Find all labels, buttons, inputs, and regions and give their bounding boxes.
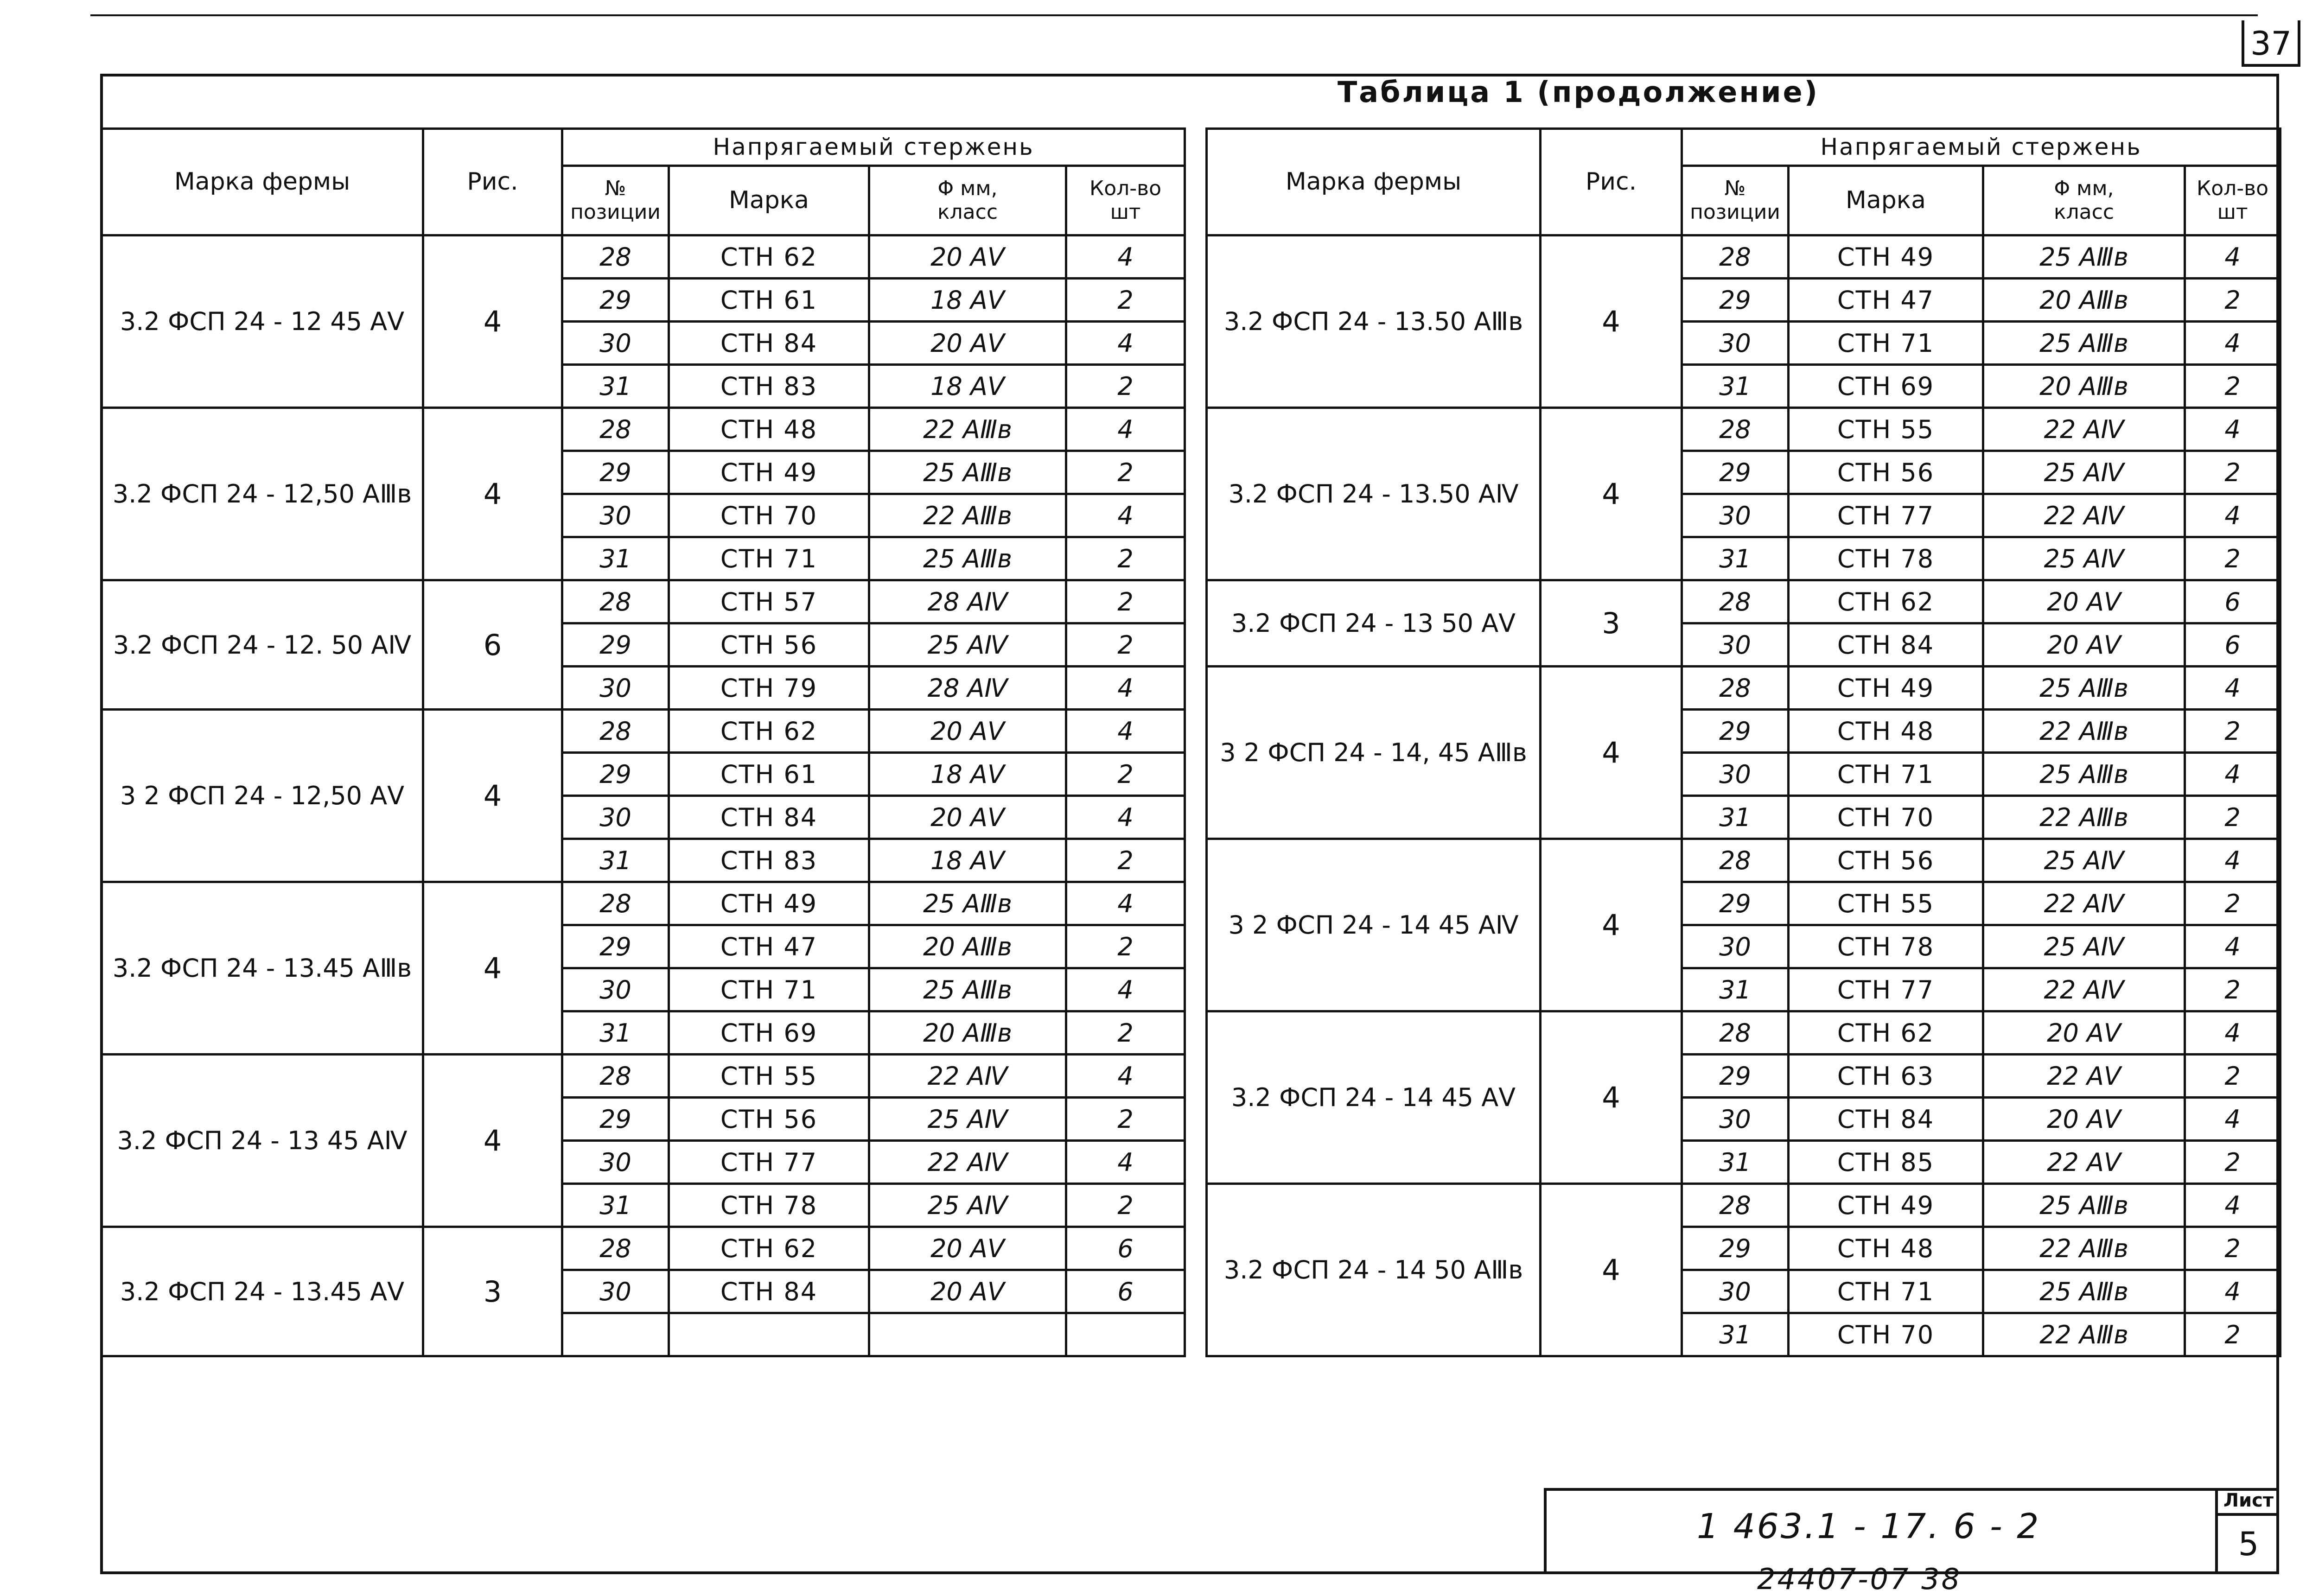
position-cell: 29 xyxy=(1682,1227,1789,1270)
position-cell: 28 xyxy=(1682,667,1789,710)
right-spec-table xyxy=(1205,127,2281,1357)
quantity-cell: 2 xyxy=(1066,1011,1185,1055)
rod-mark-cell: СТН 83 xyxy=(669,365,869,408)
position-cell: 29 xyxy=(562,451,669,494)
quantity-cell: 4 xyxy=(2185,925,2281,968)
rod-mark-cell: СТН 85 xyxy=(1789,1141,1983,1184)
left-spec-table xyxy=(100,127,1186,1357)
rod-mark-cell: СТН 63 xyxy=(1789,1055,1983,1098)
quantity-cell: 4 xyxy=(1066,235,1185,279)
rod-mark-cell: СТН 47 xyxy=(669,925,869,968)
diameter-class-cell: 28 АⅣ xyxy=(869,667,1066,710)
figure-number: 4 xyxy=(423,235,562,408)
diameter-class-cell: 20 АⅤ xyxy=(869,1227,1066,1270)
rod-mark-cell: СТН 84 xyxy=(1789,623,1983,667)
rod-mark-cell: СТН 62 xyxy=(1789,1011,1983,1055)
table-row xyxy=(102,235,1185,279)
quantity-cell: 4 xyxy=(2185,839,2281,882)
position-cell: 28 xyxy=(1682,235,1789,279)
rod-mark-cell: СТН 69 xyxy=(1789,365,1983,408)
diameter-class-cell: 25 АⅢв xyxy=(1983,1184,2185,1227)
position-cell: 31 xyxy=(562,839,669,882)
diameter-class-cell: 22 АⅤ xyxy=(1983,1055,2185,1098)
diameter-class-cell: 22 АⅢв xyxy=(1983,796,2185,839)
diameter-class-cell: 28 АⅣ xyxy=(869,580,1066,623)
position-cell: 28 xyxy=(562,882,669,925)
position-cell: 31 xyxy=(1682,968,1789,1011)
quantity-cell: 2 xyxy=(2185,796,2281,839)
header-group: Напрягаемый стержень xyxy=(1682,129,2281,166)
position-cell: 31 xyxy=(562,537,669,580)
rod-mark-cell: СТН 79 xyxy=(669,667,869,710)
quantity-cell: 4 xyxy=(2185,494,2281,537)
rod-mark-cell: СТН 62 xyxy=(1789,580,1983,623)
quantity-cell: 2 xyxy=(1066,753,1185,796)
position-cell: 30 xyxy=(562,667,669,710)
diameter-class-cell: 22 АⅢв xyxy=(869,494,1066,537)
diameter-class-cell: 22 АⅢв xyxy=(1983,1227,2185,1270)
rod-mark-cell: СТН 56 xyxy=(1789,839,1983,882)
diameter-class-cell: 25 АⅣ xyxy=(1983,839,2185,882)
position-cell: 30 xyxy=(1682,1270,1789,1313)
position-cell: 30 xyxy=(1682,1098,1789,1141)
position-cell: 30 xyxy=(1682,925,1789,968)
truss-mark: 3 2 ФСП 24 - 14, 45 АⅢв xyxy=(1207,667,1541,839)
position-cell: 28 xyxy=(562,1055,669,1098)
quantity-cell: 4 xyxy=(2185,1011,2281,1055)
truss-mark: 3.2 ФСП 24 - 13.45 АⅢв xyxy=(102,882,423,1055)
position-cell xyxy=(562,1313,669,1356)
diameter-class-cell: 25 АⅢв xyxy=(869,537,1066,580)
rod-mark-cell: СТН 84 xyxy=(669,1270,869,1313)
archive-number: 24407-07 38 xyxy=(1757,1562,1962,1596)
header-pos: № позиции xyxy=(562,166,669,235)
rod-mark-cell: СТН 48 xyxy=(1789,1227,1983,1270)
quantity-cell: 2 xyxy=(1066,365,1185,408)
position-cell: 29 xyxy=(562,925,669,968)
position-cell: 30 xyxy=(1682,623,1789,667)
rod-mark-cell xyxy=(669,1313,869,1356)
position-cell: 31 xyxy=(1682,1313,1789,1356)
truss-mark: 3.2 ФСП 24 - 13.45 АⅤ xyxy=(102,1227,423,1356)
diameter-class-cell: 22 АⅣ xyxy=(1983,408,2185,451)
rod-mark-cell: СТН 49 xyxy=(1789,667,1983,710)
figure-number: 4 xyxy=(1541,667,1682,839)
diameter-class-cell: 20 АⅢв xyxy=(869,925,1066,968)
diameter-class-cell: 25 АⅣ xyxy=(869,1184,1066,1227)
position-cell: 30 xyxy=(1682,753,1789,796)
position-cell: 31 xyxy=(1682,365,1789,408)
quantity-cell: 2 xyxy=(2185,882,2281,925)
position-cell: 28 xyxy=(562,710,669,753)
rod-mark-cell: СТН 83 xyxy=(669,839,869,882)
quantity-cell: 6 xyxy=(1066,1270,1185,1313)
diameter-class-cell: 22 АⅣ xyxy=(1983,494,2185,537)
position-cell: 29 xyxy=(562,623,669,667)
rod-mark-cell: СТН 56 xyxy=(669,1098,869,1141)
diameter-class-cell: 20 АⅤ xyxy=(1983,623,2185,667)
quantity-cell: 2 xyxy=(1066,537,1185,580)
rod-mark-cell: СТН 62 xyxy=(669,1227,869,1270)
position-cell: 28 xyxy=(1682,1184,1789,1227)
position-cell: 30 xyxy=(1682,322,1789,365)
diameter-class-cell: 25 АⅢв xyxy=(1983,753,2185,796)
figure-number: 4 xyxy=(1541,235,1682,408)
figure-number: 4 xyxy=(423,1055,562,1227)
diameter-class-cell: 18 АⅤ xyxy=(869,839,1066,882)
rod-mark-cell: СТН 49 xyxy=(1789,1184,1983,1227)
quantity-cell: 4 xyxy=(2185,322,2281,365)
quantity-cell: 6 xyxy=(1066,1227,1185,1270)
diameter-class-cell: 22 АⅤ xyxy=(1983,1141,2185,1184)
figure-number: 4 xyxy=(423,710,562,882)
rod-mark-cell: СТН 71 xyxy=(1789,753,1983,796)
position-cell: 28 xyxy=(562,235,669,279)
table-row xyxy=(1207,667,2281,710)
header-mark: Марка фермы xyxy=(1207,129,1541,235)
quantity-cell: 4 xyxy=(2185,667,2281,710)
diameter-class-cell: 22 АⅣ xyxy=(1983,882,2185,925)
quantity-cell: 6 xyxy=(2185,580,2281,623)
rod-mark-cell: СТН 77 xyxy=(1789,494,1983,537)
quantity-cell: 2 xyxy=(2185,1227,2281,1270)
quantity-cell: 4 xyxy=(2185,408,2281,451)
quantity-cell: 2 xyxy=(1066,1098,1185,1141)
quantity-cell: 2 xyxy=(2185,279,2281,322)
quantity-cell: 6 xyxy=(2185,623,2281,667)
rod-mark-cell: СТН 49 xyxy=(1789,235,1983,279)
rod-mark-cell: СТН 62 xyxy=(669,710,869,753)
diameter-class-cell: 25 АⅣ xyxy=(1983,537,2185,580)
diameter-class-cell: 22 АⅣ xyxy=(869,1055,1066,1098)
rod-mark-cell: СТН 56 xyxy=(1789,451,1983,494)
diameter-class-cell: 18 АⅤ xyxy=(869,753,1066,796)
position-cell: 31 xyxy=(1682,537,1789,580)
position-cell: 30 xyxy=(562,1270,669,1313)
table-row xyxy=(102,1055,1185,1098)
quantity-cell: 2 xyxy=(1066,1184,1185,1227)
rod-mark-cell: СТН 84 xyxy=(1789,1098,1983,1141)
diameter-class-cell: 25 АⅣ xyxy=(1983,925,2185,968)
sheet-label: Лист xyxy=(2215,1488,2279,1516)
rod-mark-cell: СТН 48 xyxy=(669,408,869,451)
rod-mark-cell: СТН 47 xyxy=(1789,279,1983,322)
position-cell: 28 xyxy=(1682,408,1789,451)
quantity-cell: 4 xyxy=(1066,710,1185,753)
quantity-cell: 2 xyxy=(1066,580,1185,623)
quantity-cell: 2 xyxy=(1066,451,1185,494)
position-cell: 29 xyxy=(562,279,669,322)
truss-mark: 3 2 ФСП 24 - 14 45 АⅣ xyxy=(1207,839,1541,1011)
quantity-cell: 2 xyxy=(1066,925,1185,968)
rod-mark-cell: СТН 55 xyxy=(1789,882,1983,925)
rod-mark-cell: СТН 84 xyxy=(669,322,869,365)
diameter-class-cell: 20 АⅢв xyxy=(1983,279,2185,322)
quantity-cell: 4 xyxy=(1066,408,1185,451)
rod-mark-cell: СТН 55 xyxy=(1789,408,1983,451)
truss-mark: 3 2 ФСП 24 - 12,50 АⅤ xyxy=(102,710,423,882)
diameter-class-cell: 22 АⅣ xyxy=(869,1141,1066,1184)
table-row xyxy=(1207,1184,2281,1227)
position-cell: 28 xyxy=(1682,1011,1789,1055)
header-rod-mark: Марка xyxy=(669,166,869,235)
diameter-class-cell: 20 АⅤ xyxy=(1983,580,2185,623)
figure-number: 3 xyxy=(423,1227,562,1356)
diameter-class-cell: 25 АⅣ xyxy=(869,623,1066,667)
rod-mark-cell: СТН 70 xyxy=(1789,1313,1983,1356)
header-qty: Кол-во шт xyxy=(2185,166,2281,235)
figure-number: 4 xyxy=(423,408,562,580)
rod-mark-cell: СТН 61 xyxy=(669,279,869,322)
diameter-class-cell: 20 АⅤ xyxy=(869,796,1066,839)
quantity-cell: 2 xyxy=(1066,839,1185,882)
quantity-cell: 4 xyxy=(1066,1055,1185,1098)
sheet-number: 5 xyxy=(2215,1514,2279,1574)
quantity-cell: 4 xyxy=(1066,796,1185,839)
rod-mark-cell: СТН 71 xyxy=(669,968,869,1011)
quantity-cell: 4 xyxy=(1066,322,1185,365)
figure-number: 3 xyxy=(1541,580,1682,667)
diameter-class-cell xyxy=(869,1313,1066,1356)
quantity-cell: 4 xyxy=(2185,1270,2281,1313)
diameter-class-cell: 25 АⅢв xyxy=(869,968,1066,1011)
position-cell: 30 xyxy=(1682,494,1789,537)
quantity-cell: 2 xyxy=(2185,537,2281,580)
quantity-cell: 4 xyxy=(1066,494,1185,537)
rod-mark-cell: СТН 78 xyxy=(1789,925,1983,968)
diameter-class-cell: 22 АⅣ xyxy=(1983,968,2185,1011)
quantity-cell: 4 xyxy=(1066,882,1185,925)
rod-mark-cell: СТН 57 xyxy=(669,580,869,623)
position-cell: 29 xyxy=(1682,710,1789,753)
diameter-class-cell: 20 АⅤ xyxy=(869,1270,1066,1313)
truss-mark: 3.2 ФСП 24 - 12. 50 АⅣ xyxy=(102,580,423,710)
diameter-class-cell: 20 АⅤ xyxy=(1983,1098,2185,1141)
table-title: Таблица 1 (продолжение) xyxy=(1337,75,1819,109)
position-cell: 31 xyxy=(1682,796,1789,839)
truss-mark: 3.2 ФСП 24 - 14 45 АⅤ xyxy=(1207,1011,1541,1184)
quantity-cell: 2 xyxy=(2185,451,2281,494)
rod-mark-cell: СТН 48 xyxy=(1789,710,1983,753)
truss-mark: 3.2 ФСП 24 - 13.50 АⅢв xyxy=(1207,235,1541,408)
quantity-cell: 4 xyxy=(2185,235,2281,279)
diameter-class-cell: 20 АⅢв xyxy=(869,1011,1066,1055)
position-cell: 28 xyxy=(562,580,669,623)
position-cell: 29 xyxy=(562,753,669,796)
header-fig: Рис. xyxy=(1541,129,1682,235)
truss-mark: 3.2 ФСП 24 - 13 45 АⅣ xyxy=(102,1055,423,1227)
quantity-cell: 2 xyxy=(2185,968,2281,1011)
rod-mark-cell: СТН 61 xyxy=(669,753,869,796)
rod-mark-cell: СТН 70 xyxy=(1789,796,1983,839)
table-row xyxy=(102,710,1185,753)
header-qty: Кол-во шт xyxy=(1066,166,1185,235)
rod-mark-cell: СТН 78 xyxy=(1789,537,1983,580)
table-row xyxy=(1207,580,2281,623)
diameter-class-cell: 25 АⅢв xyxy=(869,451,1066,494)
position-cell: 28 xyxy=(562,1227,669,1270)
position-cell: 30 xyxy=(562,494,669,537)
rod-mark-cell: СТН 77 xyxy=(669,1141,869,1184)
diameter-class-cell: 20 АⅤ xyxy=(869,710,1066,753)
diameter-class-cell: 25 АⅢв xyxy=(1983,667,2185,710)
quantity-cell: 2 xyxy=(2185,365,2281,408)
top-border-line xyxy=(90,14,2258,16)
table-row xyxy=(102,580,1185,623)
truss-mark: 3.2 ФСП 24 - 13 50 АⅤ xyxy=(1207,580,1541,667)
truss-mark: 3.2 ФСП 24 - 14 50 АⅢв xyxy=(1207,1184,1541,1356)
header-diam: Φ мм, класс xyxy=(869,166,1066,235)
quantity-cell: 4 xyxy=(1066,667,1185,710)
table-row xyxy=(102,408,1185,451)
table-row xyxy=(102,1227,1185,1270)
diameter-class-cell: 20 АⅢв xyxy=(1983,365,2185,408)
position-cell: 30 xyxy=(562,968,669,1011)
diameter-class-cell: 22 АⅢв xyxy=(869,408,1066,451)
page-number: 37 xyxy=(2242,20,2300,67)
diameter-class-cell: 25 АⅢв xyxy=(1983,322,2185,365)
table-row xyxy=(1207,1011,2281,1055)
truss-mark: 3.2 ФСП 24 - 12,50 АⅢв xyxy=(102,408,423,580)
rod-mark-cell: СТН 77 xyxy=(1789,968,1983,1011)
table-row xyxy=(1207,408,2281,451)
diameter-class-cell: 25 АⅣ xyxy=(1983,451,2185,494)
position-cell: 29 xyxy=(1682,279,1789,322)
rod-mark-cell: СТН 49 xyxy=(669,451,869,494)
quantity-cell: 2 xyxy=(2185,1055,2281,1098)
rod-mark-cell: СТН 71 xyxy=(1789,322,1983,365)
figure-number: 4 xyxy=(423,882,562,1055)
quantity-cell: 4 xyxy=(1066,1141,1185,1184)
diameter-class-cell: 18 АⅤ xyxy=(869,365,1066,408)
position-cell: 30 xyxy=(562,322,669,365)
position-cell: 30 xyxy=(562,796,669,839)
table-row xyxy=(1207,235,2281,279)
table-row xyxy=(102,882,1185,925)
header-mark: Марка фермы xyxy=(102,129,423,235)
diameter-class-cell: 25 АⅢв xyxy=(869,882,1066,925)
diameter-class-cell: 22 АⅢв xyxy=(1983,710,2185,753)
header-group: Напрягаемый стержень xyxy=(562,129,1185,166)
quantity-cell: 4 xyxy=(2185,753,2281,796)
rod-mark-cell: СТН 56 xyxy=(669,623,869,667)
diameter-class-cell: 25 АⅢв xyxy=(1983,1270,2185,1313)
quantity-cell: 2 xyxy=(2185,1313,2281,1356)
header-rod-mark: Марка xyxy=(1789,166,1983,235)
header-pos: № позиции xyxy=(1682,166,1789,235)
rod-mark-cell: СТН 71 xyxy=(1789,1270,1983,1313)
position-cell: 31 xyxy=(562,1184,669,1227)
position-cell: 28 xyxy=(1682,580,1789,623)
position-cell: 30 xyxy=(562,1141,669,1184)
document-code: 1 463.1 - 17. 6 - 2 xyxy=(1697,1507,2041,1546)
quantity-cell: 4 xyxy=(2185,1098,2281,1141)
quantity-cell: 4 xyxy=(1066,968,1185,1011)
diameter-class-cell: 22 АⅢв xyxy=(1983,1313,2185,1356)
quantity-cell: 2 xyxy=(2185,710,2281,753)
header-fig: Рис. xyxy=(423,129,562,235)
truss-mark: 3.2 ФСП 24 - 12 45 АⅤ xyxy=(102,235,423,408)
quantity-cell: 4 xyxy=(2185,1184,2281,1227)
rod-mark-cell: СТН 69 xyxy=(669,1011,869,1055)
position-cell: 29 xyxy=(1682,451,1789,494)
position-cell: 31 xyxy=(562,365,669,408)
quantity-cell: 2 xyxy=(1066,623,1185,667)
position-cell: 28 xyxy=(1682,839,1789,882)
header-diam: Φ мм, класс xyxy=(1983,166,2185,235)
figure-number: 4 xyxy=(1541,839,1682,1011)
table-row xyxy=(1207,839,2281,882)
rod-mark-cell: СТН 70 xyxy=(669,494,869,537)
rod-mark-cell: СТН 55 xyxy=(669,1055,869,1098)
diameter-class-cell: 20 АⅤ xyxy=(869,235,1066,279)
quantity-cell: 2 xyxy=(1066,279,1185,322)
rod-mark-cell: СТН 84 xyxy=(669,796,869,839)
rod-mark-cell: СТН 71 xyxy=(669,537,869,580)
figure-number: 6 xyxy=(423,580,562,710)
diameter-class-cell: 20 АⅤ xyxy=(869,322,1066,365)
position-cell: 31 xyxy=(1682,1141,1789,1184)
position-cell: 28 xyxy=(562,408,669,451)
diameter-class-cell: 18 АⅤ xyxy=(869,279,1066,322)
rod-mark-cell: СТН 78 xyxy=(669,1184,869,1227)
rod-mark-cell: СТН 62 xyxy=(669,235,869,279)
quantity-cell: 2 xyxy=(2185,1141,2281,1184)
diameter-class-cell: 25 АⅣ xyxy=(869,1098,1066,1141)
position-cell: 29 xyxy=(1682,1055,1789,1098)
diameter-class-cell: 20 АⅤ xyxy=(1983,1011,2185,1055)
position-cell: 31 xyxy=(562,1011,669,1055)
diameter-class-cell: 25 АⅢв xyxy=(1983,235,2185,279)
figure-number: 4 xyxy=(1541,408,1682,580)
figure-number: 4 xyxy=(1541,1011,1682,1184)
figure-number: 4 xyxy=(1541,1184,1682,1356)
truss-mark: 3.2 ФСП 24 - 13.50 АⅣ xyxy=(1207,408,1541,580)
position-cell: 29 xyxy=(562,1098,669,1141)
rod-mark-cell: СТН 49 xyxy=(669,882,869,925)
position-cell: 29 xyxy=(1682,882,1789,925)
quantity-cell xyxy=(1066,1313,1185,1356)
